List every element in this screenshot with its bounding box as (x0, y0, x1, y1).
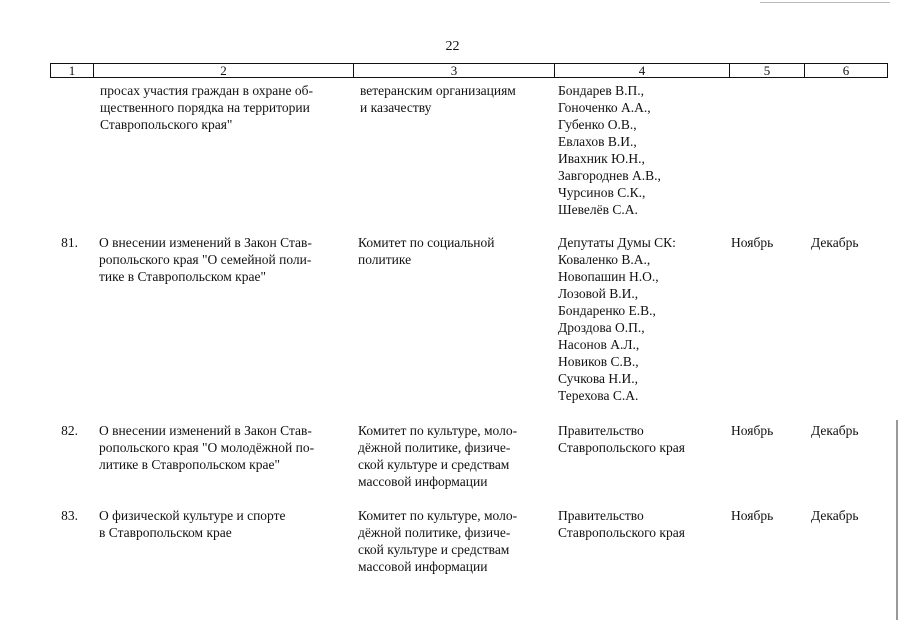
column-header-6: 6 (842, 63, 850, 78)
column-header-4: 4 (555, 64, 730, 77)
row-author-line: Терехова С.А. (558, 388, 639, 403)
row-title-line: тике в Ставропольском крае" (99, 269, 266, 284)
row-number: 81. (61, 235, 78, 250)
row-author-line: Гоноченко А.А., (558, 100, 651, 115)
row-author-line: Новиков С.В., (558, 354, 639, 369)
row-committee-line: ской культуре и средствам (358, 542, 510, 557)
column-header-2: 2 (94, 64, 354, 77)
row-title-line: ропольского края "О семейной поли- (99, 252, 312, 267)
row-title-line: ропольского края "О молодёжной по- (99, 440, 315, 455)
row-author-line: Губенко О.В., (558, 117, 637, 132)
row-author-line: Бондарев В.П., (558, 83, 644, 98)
row-author-line: Евлахов В.И., (558, 134, 637, 149)
row-committee-line: массовой информации (358, 474, 488, 489)
row-author-line: Ставропольского края (558, 525, 685, 540)
row-author-line: Завгороднев А.В., (558, 168, 661, 183)
row-author-line: Новопашин Н.О., (558, 269, 659, 284)
scan-edge-mark (896, 420, 898, 620)
row-title-line: О внесении изменений в Закон Став- (99, 423, 312, 438)
column-header-3: 3 (354, 64, 555, 77)
column-header-5: 5 (730, 64, 805, 77)
row-author-line: Депутаты Думы СК: (558, 235, 676, 250)
column-header-1: 1 (51, 64, 94, 77)
page-number: 22 (445, 39, 460, 54)
row-title-line: щественного порядка на территории (100, 100, 310, 115)
row-author-line: Правительство (558, 423, 644, 438)
row-author-line: Дроздова О.П., (558, 320, 645, 335)
row-title-line: Ставропольского края" (100, 117, 233, 132)
row-title-line: в Ставропольском крае (99, 525, 232, 540)
row-author-line: Бондаренко Е.В., (558, 303, 656, 318)
row-author-line: Насонов А.Л., (558, 337, 640, 352)
row-month-review: Декабрь (811, 235, 859, 250)
row-number: 82. (61, 423, 78, 438)
row-committee-line: дёжной политике, физиче- (358, 525, 511, 540)
row-author-line: Шевелёв С.А. (558, 202, 638, 217)
row-month-submit: Ноябрь (731, 508, 774, 523)
table-header-row (50, 63, 888, 78)
scan-top-mark (760, 2, 890, 3)
row-title-line: литике в Ставропольском крае" (99, 457, 280, 472)
row-month-submit: Ноябрь (731, 235, 774, 250)
row-committee-line: Комитет по культуре, моло- (358, 508, 518, 523)
row-committee-line: ветеранским организациям (360, 83, 516, 98)
row-committee-line: ской культуре и средствам (358, 457, 510, 472)
row-author-line: Лозовой В.И., (558, 286, 639, 301)
row-committee-line: дёжной политике, физиче- (358, 440, 511, 455)
row-author-line: Коваленко В.А., (558, 252, 651, 267)
row-author-line: Ивахник Ю.Н., (558, 151, 645, 166)
row-author-line: Сучкова Н.И., (558, 371, 639, 386)
row-committee-line: и казачеству (360, 100, 432, 115)
row-author-line: Ставропольского края (558, 440, 685, 455)
row-committee-line: массовой информации (358, 559, 488, 574)
row-month-review: Декабрь (811, 423, 859, 438)
row-committee-line: политике (358, 252, 412, 267)
row-number: 83. (61, 508, 78, 523)
row-author-line: Правительство (558, 508, 644, 523)
row-title-line: О внесении изменений в Закон Став- (99, 235, 312, 250)
row-title-line: О физической культуре и спорте (99, 508, 286, 523)
row-month-review: Декабрь (811, 508, 859, 523)
row-committee-line: Комитет по культуре, моло- (358, 423, 518, 438)
row-committee-line: Комитет по социальной (358, 235, 495, 250)
row-author-line: Чурсинов С.К., (558, 185, 646, 200)
row-month-submit: Ноябрь (731, 423, 774, 438)
row-title-line: просах участия граждан в охране об- (100, 83, 313, 98)
